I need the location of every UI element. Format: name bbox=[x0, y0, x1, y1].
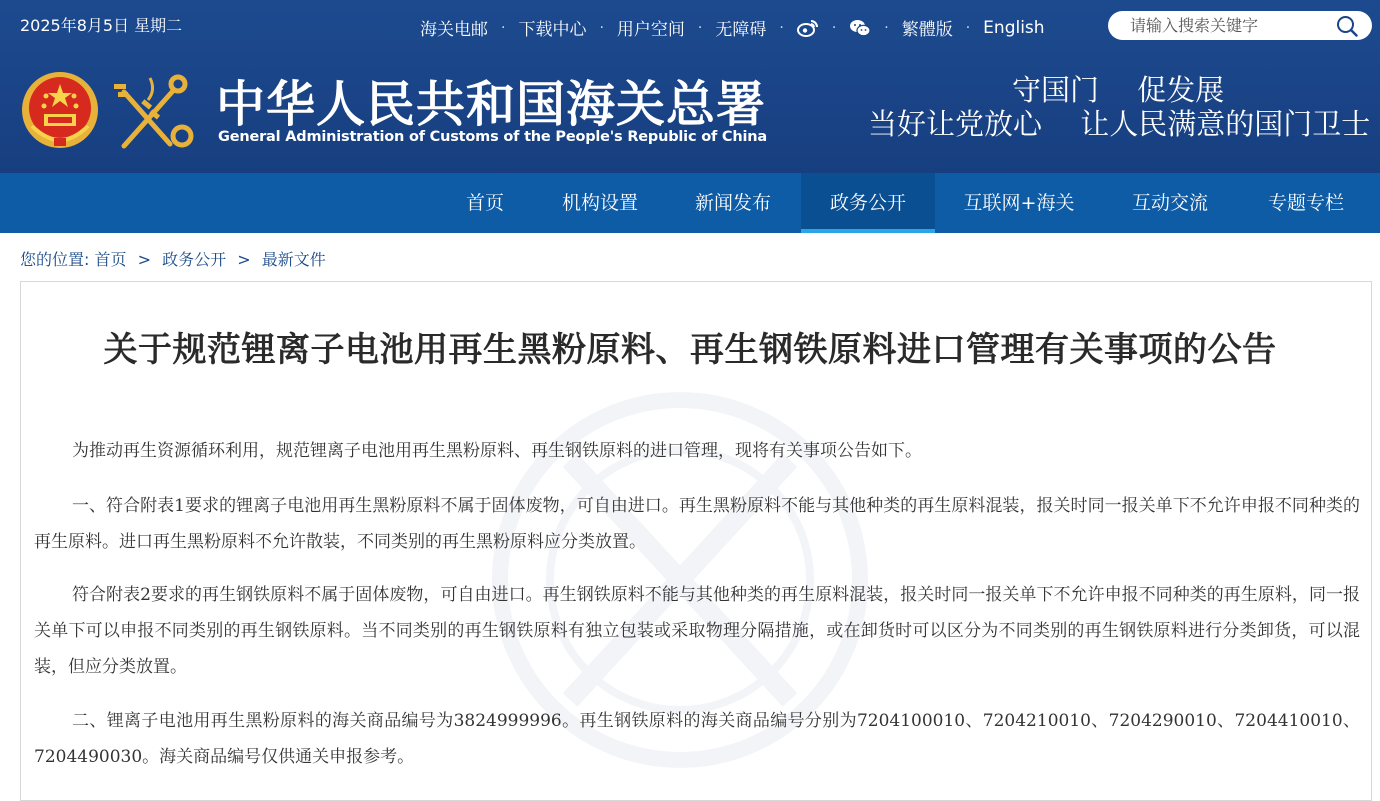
top-link-separator: · bbox=[965, 19, 971, 36]
article-paragraph: 二、锂离子电池用再生黑粉原料的海关商品编号为3824999996。再生钢铁原料的海关商品编号分别为7204100010、7204210010、7204290010、7204410010、7204490030。海关商品编号仅供通关申报参考。 bbox=[34, 711, 1360, 767]
nav-item-internet-customs[interactable]: 互联网+海关 bbox=[963, 192, 1075, 214]
top-link-separator: · bbox=[501, 19, 506, 36]
top-link-separator: · bbox=[779, 19, 784, 36]
site-subtitle: General Administration of Customs of the People's Republic of China bbox=[218, 129, 767, 145]
site-header bbox=[0, 0, 1380, 173]
search-box bbox=[1108, 11, 1372, 40]
main-nav bbox=[0, 173, 1380, 233]
breadcrumb bbox=[20, 247, 326, 270]
top-link-download[interactable]: 下载中心 bbox=[518, 20, 587, 40]
top-link-traditional-chinese[interactable]: 繁體版 bbox=[901, 20, 953, 40]
breadcrumb-prefix: 您的位置: bbox=[20, 250, 90, 269]
nav-item-government-affairs[interactable]: 政务公开 bbox=[801, 173, 935, 233]
wechat-icon[interactable] bbox=[849, 18, 871, 38]
top-link-separator: · bbox=[599, 19, 604, 36]
top-links bbox=[420, 15, 1045, 40]
breadcrumb-separator: > bbox=[137, 250, 152, 269]
slogan-line-2: 当好让党放心 让人民满意的国门卫士 bbox=[868, 107, 1371, 141]
top-link-email[interactable]: 海关电邮 bbox=[420, 20, 488, 40]
article-paragraph: 一、符合附表1要求的锂离子电池用再生黑粉原料不属于固体废物，可自由进口。再生黑粉原料不能与其他种类的再生原料混装，报关时同一报关单下不允许申报不同种类的再生原料。进口再生黑粉原料不允许散装，不同类别的再生黑粉原料应分类放置。 bbox=[34, 496, 1360, 552]
site-title: 中华人民共和国海关总署 bbox=[216, 75, 767, 133]
article-paragraph: 符合附表2要求的再生钢铁原料不属于固体废物，可自由进口。再生钢铁原料不能与其他种类的再生原料混装，报关时同一报关单下不允许申报不同种类的再生原料，同一报关单下可以申报不同类别的再生钢铁原料。当不同类别的再生钢铁原料有独立包装或采取物理分隔措施，或在卸货时可以区分为不同类别的再生钢铁原料进行分类卸货，可以混装，但应分类放置。 bbox=[34, 585, 1360, 677]
slogan-line-1: 守国门 促发展 bbox=[1012, 73, 1225, 107]
current-date: 2025年8月5日 星期二 bbox=[20, 16, 183, 35]
breadcrumb-government-affairs[interactable]: 政务公开 bbox=[162, 250, 227, 269]
search-input[interactable] bbox=[1130, 14, 1330, 37]
article-title: 关于规范锂离子电池用再生黑粉原料、再生钢铁原料进口管理有关事项的公告 bbox=[103, 330, 1277, 370]
nav-item-special-topics[interactable]: 专题专栏 bbox=[1267, 192, 1344, 214]
top-link-separator: · bbox=[697, 19, 703, 36]
national-emblem-logo bbox=[20, 68, 100, 152]
top-link-separator: · bbox=[884, 19, 889, 36]
search-icon[interactable] bbox=[1336, 15, 1358, 37]
top-link-user-space[interactable]: 用户空间 bbox=[616, 20, 685, 40]
article-paragraph: 为推动再生资源循环利用，规范锂离子电池用再生黑粉原料、再生钢铁原料的进口管理，现将有关事项公告如下。 bbox=[72, 441, 922, 461]
weibo-icon[interactable] bbox=[797, 18, 819, 38]
breadcrumb-home[interactable]: 首页 bbox=[94, 250, 127, 269]
nav-item-home[interactable]: 首页 bbox=[465, 192, 504, 214]
top-link-separator: · bbox=[831, 19, 837, 36]
breadcrumb-separator: > bbox=[237, 250, 251, 269]
customs-emblem-logo bbox=[112, 70, 200, 154]
top-link-accessibility[interactable]: 无障碍 bbox=[715, 20, 767, 40]
top-link-english[interactable]: English bbox=[983, 17, 1045, 38]
breadcrumb-latest-documents[interactable]: 最新文件 bbox=[261, 250, 326, 269]
nav-item-interaction[interactable]: 互动交流 bbox=[1131, 192, 1208, 214]
nav-item-news[interactable]: 新闻发布 bbox=[694, 192, 771, 214]
nav-item-organization[interactable]: 机构设置 bbox=[561, 192, 638, 214]
